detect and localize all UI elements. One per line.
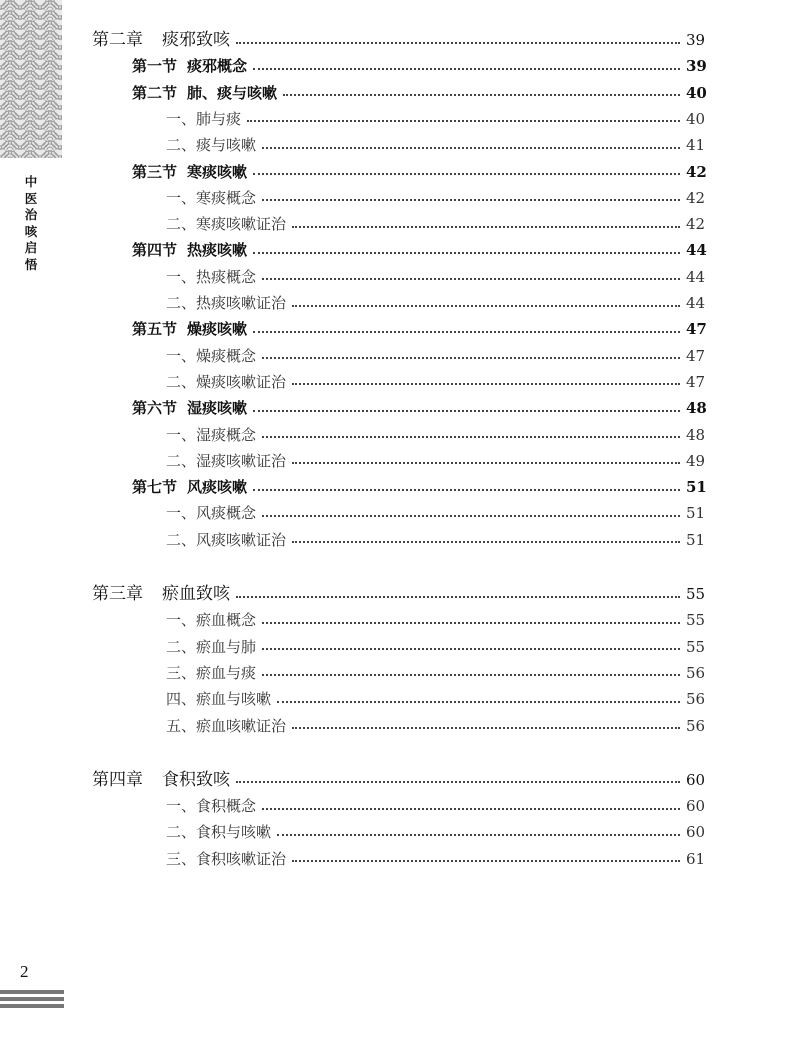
toc-entry-page: 42 xyxy=(686,215,706,234)
toc-entry-page: 47 xyxy=(686,346,706,365)
toc-entry-title: 瘀血咳嗽证治 xyxy=(196,716,287,735)
toc-entry-page: 51 xyxy=(686,504,706,523)
dot-leader xyxy=(262,277,680,280)
toc-entry-item[interactable] xyxy=(166,265,708,289)
toc-entry-number: 第四节 xyxy=(132,241,178,260)
toc-entry-page: 56 xyxy=(686,663,706,682)
dot-leader xyxy=(253,172,680,175)
toc-entry-title: 湿痰咳嗽 xyxy=(187,399,248,418)
footer-decorative-bars xyxy=(0,990,64,1014)
dot-leader xyxy=(262,673,680,676)
toc-entry-section[interactable] xyxy=(132,317,708,341)
toc-entry-page: 49 xyxy=(686,451,706,470)
toc-entry-page: 39 xyxy=(686,31,706,49)
toc-entry-title: 寒痰咳嗽证治 xyxy=(196,215,287,234)
side-title-char: 治 xyxy=(24,207,38,222)
toc-entry-chapter[interactable] xyxy=(92,28,708,52)
toc-entry-page: 44 xyxy=(686,267,706,286)
toc-entry-title: 瘀血与肺 xyxy=(196,637,257,656)
dot-leader xyxy=(262,356,680,359)
toc-entry-item[interactable] xyxy=(166,423,708,447)
toc-entry-title: 痰邪概念 xyxy=(187,57,248,76)
toc-entry-page: 56 xyxy=(686,716,706,735)
toc-entry-number: 第六节 xyxy=(132,399,178,418)
toc-entry-title: 燥痰咳嗽 xyxy=(187,320,248,339)
toc-entry-title: 湿痰概念 xyxy=(196,425,257,444)
dot-leader xyxy=(277,700,680,703)
side-title-char: 医 xyxy=(24,190,38,206)
toc-entry-title: 热痰咳嗽证治 xyxy=(196,294,287,312)
toc-entry-item[interactable] xyxy=(166,714,708,738)
toc-entry-page: 42 xyxy=(686,162,707,181)
page-number: 2 xyxy=(20,962,29,981)
toc-entry-number: 一、 xyxy=(166,188,197,207)
dot-leader xyxy=(253,488,680,491)
dot-leader xyxy=(262,146,680,149)
running-book-title xyxy=(20,174,42,273)
toc-entry-title: 燥痰概念 xyxy=(196,346,257,365)
dot-leader xyxy=(292,382,680,385)
toc-entry-page: 55 xyxy=(686,637,706,656)
toc-entry-item[interactable] xyxy=(166,661,708,685)
toc-entry-page: 44 xyxy=(686,294,706,312)
toc-entry-item[interactable] xyxy=(166,528,708,552)
toc-entry-page: 40 xyxy=(686,109,706,128)
dot-leader xyxy=(236,41,680,44)
toc-entry-page: 44 xyxy=(686,241,707,260)
toc-entry-item[interactable] xyxy=(166,847,708,871)
toc-entry-number: 二、 xyxy=(166,637,197,656)
toc-entry-number: 二、 xyxy=(166,530,197,549)
toc-entry-number: 第一节 xyxy=(132,57,178,76)
toc-entry-number: 第二节 xyxy=(132,83,178,102)
toc-entry-item[interactable] xyxy=(166,133,708,157)
side-title-char: 启 xyxy=(24,240,38,255)
dot-leader xyxy=(253,67,680,70)
dot-leader xyxy=(262,198,680,201)
toc-entry-page: 55 xyxy=(686,585,706,603)
toc-entry-page: 39 xyxy=(686,57,707,76)
toc-entry-section[interactable] xyxy=(132,54,708,78)
toc-entry-page: 56 xyxy=(686,690,706,709)
toc-entry-item[interactable] xyxy=(166,687,708,711)
toc-entry-title: 食积咳嗽证治 xyxy=(196,849,287,868)
toc-entry-page: 42 xyxy=(686,188,706,207)
toc-entry-item[interactable] xyxy=(166,370,708,394)
dot-leader xyxy=(236,780,680,783)
toc-entry-number: 二、 xyxy=(166,136,197,155)
footer-bar xyxy=(0,1004,64,1008)
toc-entry-item[interactable] xyxy=(166,501,708,525)
toc-entry-number: 四、 xyxy=(166,690,197,709)
toc-entry-number: 第七节 xyxy=(132,478,178,497)
toc-entry-page: 47 xyxy=(686,320,707,339)
toc-entry-title: 湿痰咳嗽证治 xyxy=(196,451,287,470)
toc-entry-title: 风痰咳嗽 xyxy=(187,478,248,497)
toc-entry-number: 五、 xyxy=(166,716,197,735)
toc-entry-number: 一、 xyxy=(166,267,197,286)
toc-entry-section[interactable] xyxy=(132,238,708,262)
toc-entry-title: 风痰概念 xyxy=(196,504,257,523)
toc-entry-number: 一、 xyxy=(166,346,197,365)
dot-leader xyxy=(262,807,680,810)
dot-leader xyxy=(292,225,680,228)
dot-leader xyxy=(262,435,680,438)
toc-entry-title: 痰邪致咳 xyxy=(162,30,230,50)
toc-entry-chapter[interactable] xyxy=(92,768,708,792)
toc-entry-page: 51 xyxy=(686,530,706,549)
toc-entry-section[interactable] xyxy=(132,396,708,420)
toc-entry-title: 肺与痰 xyxy=(196,109,242,128)
toc-entry-page: 60 xyxy=(686,770,706,789)
toc-entry-item[interactable] xyxy=(166,107,708,131)
toc-entry-number: 二、 xyxy=(166,372,197,391)
toc-entry-page: 47 xyxy=(686,372,706,391)
dot-leader xyxy=(262,621,680,624)
toc-entry-title: 寒痰咳嗽 xyxy=(187,162,248,181)
dot-leader xyxy=(292,726,680,729)
toc-entry-title: 热痰概念 xyxy=(196,267,257,286)
toc-entry-number: 一、 xyxy=(166,425,197,444)
toc-entry-title: 食积概念 xyxy=(196,797,257,816)
dot-leader xyxy=(247,119,680,122)
toc-entry-number: 第四章 xyxy=(92,769,143,790)
toc-entry-section[interactable] xyxy=(132,81,708,105)
toc-entry-item[interactable] xyxy=(166,449,708,473)
toc-entry-page: 60 xyxy=(686,823,706,842)
toc-entry-number: 一、 xyxy=(166,109,197,128)
toc-entry-title: 燥痰咳嗽证治 xyxy=(196,372,287,391)
dot-leader xyxy=(253,409,680,412)
toc-entry-item[interactable] xyxy=(166,794,708,818)
dot-leader xyxy=(292,461,680,464)
seigaiha-wave-ornament xyxy=(0,0,62,158)
toc-entry-page: 51 xyxy=(686,478,707,497)
dot-leader xyxy=(262,514,680,517)
toc-entry-page: 41 xyxy=(686,136,706,155)
footer-bar xyxy=(0,997,64,1001)
toc-entry-title: 瘀血与咳嗽 xyxy=(196,690,272,709)
toc-entry-item[interactable] xyxy=(166,186,708,210)
dot-leader xyxy=(253,251,680,254)
toc-entry-title: 肺、痰与咳嗽 xyxy=(187,83,278,102)
toc-entry-title: 痰与咳嗽 xyxy=(196,136,257,155)
dot-leader xyxy=(253,330,680,333)
toc-entry-item[interactable] xyxy=(166,344,708,368)
toc-entry-number: 一、 xyxy=(166,797,197,816)
dot-leader xyxy=(283,93,680,96)
toc-entry-page: 55 xyxy=(686,611,706,630)
toc-entry-section[interactable] xyxy=(132,475,708,499)
toc-entry-number: 第五节 xyxy=(132,320,178,339)
side-title-char: 咳 xyxy=(24,223,38,239)
toc-entry-page: 61 xyxy=(686,849,706,868)
toc-entry-title: 食积与咳嗽 xyxy=(196,823,272,842)
toc-entry-title: 瘀血致咳 xyxy=(162,584,230,604)
toc-entry-number: 第三章 xyxy=(92,584,143,604)
toc-entry-number: 二、 xyxy=(166,294,197,312)
dot-leader xyxy=(262,647,680,650)
toc-entry-number: 第三节 xyxy=(132,162,178,181)
toc-entry-item[interactable] xyxy=(166,291,708,315)
side-title-char: 中 xyxy=(24,174,38,189)
dot-leader xyxy=(292,304,680,307)
toc-entry-title: 瘀血概念 xyxy=(196,611,257,630)
toc-entry-title: 寒痰概念 xyxy=(196,188,257,207)
footer-bar xyxy=(0,990,64,994)
toc-entry-section[interactable] xyxy=(132,160,708,184)
toc-entry-item[interactable] xyxy=(166,212,708,236)
toc-entry-number: 二、 xyxy=(166,823,197,842)
dot-leader xyxy=(277,833,680,836)
toc-entry-page: 60 xyxy=(686,797,706,816)
toc-entry-item[interactable] xyxy=(166,608,708,632)
toc-entry-number: 一、 xyxy=(166,504,197,523)
toc-entry-chapter[interactable] xyxy=(92,582,708,606)
toc-entry-page: 40 xyxy=(686,83,707,102)
toc-entry-number: 二、 xyxy=(166,215,197,234)
toc-entry-page: 48 xyxy=(686,399,707,418)
dot-leader xyxy=(292,540,680,543)
toc-entry-page: 48 xyxy=(686,425,706,444)
toc-entry-number: 三、 xyxy=(166,663,197,682)
side-title-char: 悟 xyxy=(24,256,38,272)
toc-entry-number: 第二章 xyxy=(92,30,143,50)
toc-entry-title: 风痰咳嗽证治 xyxy=(196,530,287,549)
toc-entry-number: 二、 xyxy=(166,451,197,470)
dot-leader xyxy=(292,859,680,862)
toc-entry-number: 三、 xyxy=(166,849,197,868)
toc-entry-number: 一、 xyxy=(166,611,197,630)
toc-entry-item[interactable] xyxy=(166,820,708,844)
toc-entry-title: 食积致咳 xyxy=(162,769,230,790)
dot-leader xyxy=(236,595,680,598)
toc-entry-title: 瘀血与痰 xyxy=(196,663,257,682)
toc-entry-item[interactable] xyxy=(166,635,708,659)
toc-entry-title: 热痰咳嗽 xyxy=(187,241,248,260)
